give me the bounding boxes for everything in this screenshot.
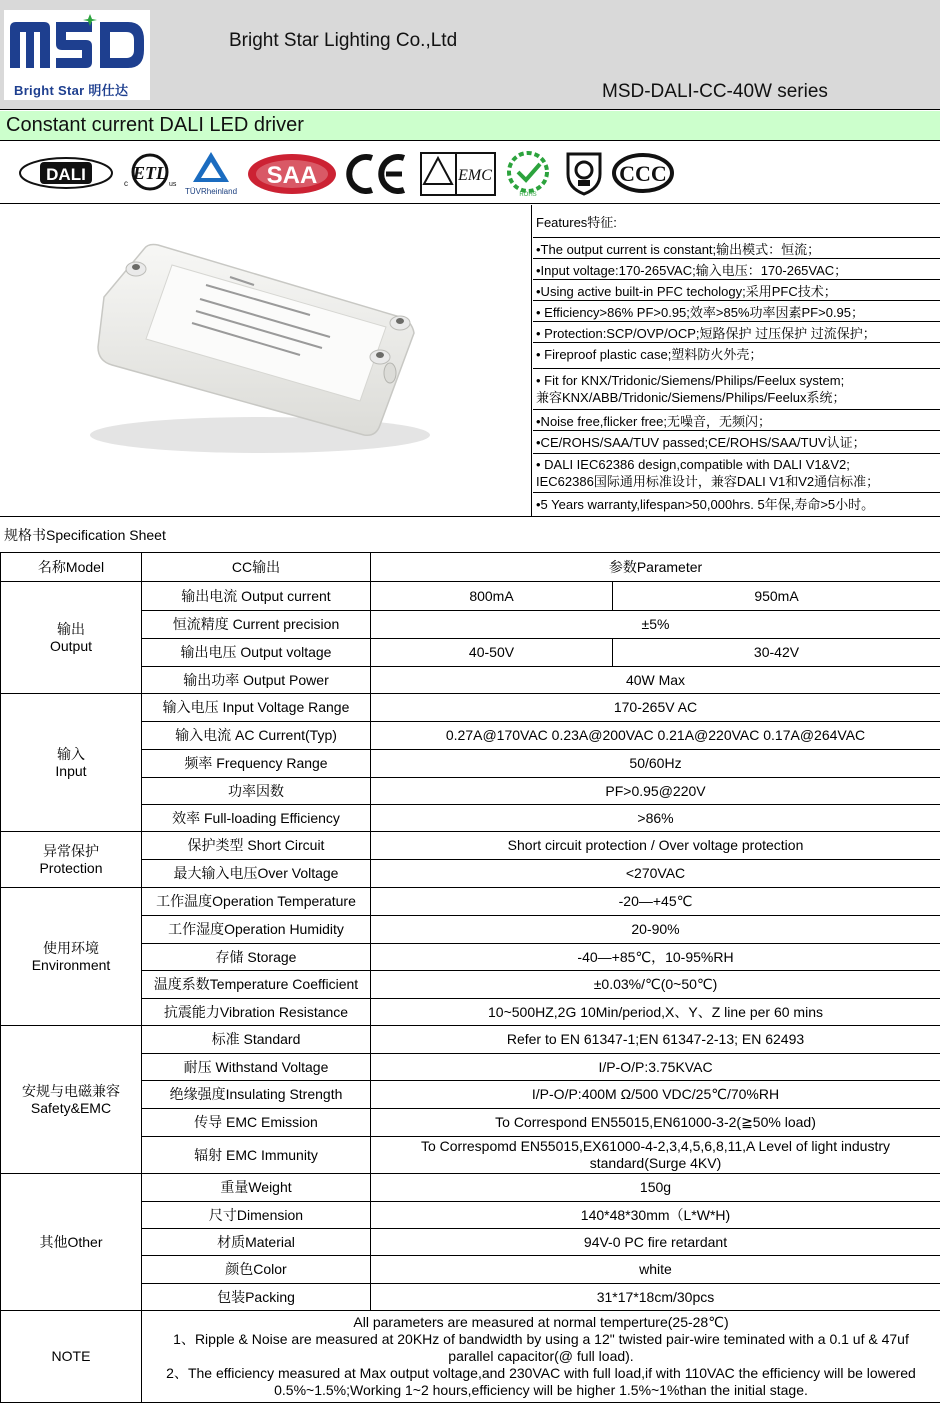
cell-value: To Correspond EN55015,EN61000-3-2(≧50% load) <box>371 1109 940 1137</box>
cell-value: >86% <box>371 805 940 832</box>
svg-text:CCC: CCC <box>619 161 667 186</box>
row-label: 温度系数Temperature Coefficient <box>142 971 371 999</box>
note-row <box>1 1311 940 1403</box>
note-line: parallel capacitor(@ full load). <box>448 1348 634 1364</box>
table-row <box>1 1256 940 1284</box>
table-row <box>1 1026 940 1054</box>
feature-item: • Protection:SCP/OVP/OCP;短路保护 过压保护 过流保护； <box>533 322 940 343</box>
tuv-rheinland-logo-icon <box>183 150 239 198</box>
cell-value: ±0.03%/℃(0~50℃) <box>371 971 940 999</box>
feature-item: •Input voltage:170-265VAC;输入电压：170-265VAC； <box>533 259 940 280</box>
group-other: 其他Other <box>1 1174 142 1311</box>
cell-value: 10~500HZ,2G 10Min/period,X、Y、Z line per 60 mins <box>371 999 940 1026</box>
row-label: 工作温度Operation Temperature <box>142 888 371 916</box>
row-label: 颜色Color <box>142 1256 371 1284</box>
group-label-en: Safety&EMC <box>30 1099 112 1116</box>
cell-value: 31*17*18cm/30pcs <box>371 1284 940 1311</box>
product-subtitle: Constant current DALI LED driver <box>6 114 304 136</box>
svg-text:us: us <box>169 181 177 188</box>
row-label: 传导 EMC Emission <box>142 1109 371 1137</box>
group-label-cn: 异常保护 <box>43 842 99 859</box>
cell-value: 94V-0 PC fire retardant <box>371 1229 940 1256</box>
spec-sheet-title: 规格书Specification Sheet <box>4 527 166 543</box>
feature-item: •5 Years warranty,lifespan>50,000hrs. 5年保,寿命>5小时。 <box>536 497 875 512</box>
table-row <box>1 639 940 667</box>
svg-text:ROHS: ROHS <box>519 192 537 198</box>
table-row <box>1 778 940 805</box>
table-row <box>1 722 940 750</box>
table-row <box>1 860 940 888</box>
feature-item: • Efficiency>86% PF>0.95;效率>85%功率因素PF>0.95； <box>533 301 940 322</box>
cell-value: PF>0.95@220V <box>371 778 940 805</box>
cell-value: 170-265V AC <box>371 694 940 722</box>
cell-value: white <box>371 1256 940 1284</box>
feature-item: •The output current is constant;输出模式：恒流； <box>533 238 940 259</box>
group-label-cn: 安规与电磁兼容 <box>22 1082 120 1099</box>
note-line: 0.5%~1.5%;Working 1~2 hours,efficiency will be higher 1.5%~1%than the initial stage. <box>274 1382 808 1398</box>
svg-text:SAA: SAA <box>266 162 318 189</box>
msd-logo-icon <box>4 10 150 76</box>
row-label: 存储 Storage <box>142 944 371 971</box>
svg-text:c: c <box>124 179 128 188</box>
subtitle-bar <box>0 111 940 141</box>
table-row <box>1 1109 940 1137</box>
spec-table <box>0 552 940 1403</box>
feature-item: • Fireproof plastic case;塑料防火外壳； <box>533 343 940 369</box>
group-protection <box>1 832 142 888</box>
row-label: 输出功率 Output Power <box>142 667 371 694</box>
cell-value: 0.27A@170VAC 0.23A@200VAC 0.21A@220VAC 0.17A@264VAC <box>371 722 940 750</box>
certification-row <box>0 142 940 204</box>
ce-mark-icon <box>346 152 408 196</box>
group-label-en: Environment <box>31 956 111 973</box>
row-label: 输入电压 Input Voltage Range <box>142 694 371 722</box>
ccc-logo-icon <box>612 152 674 194</box>
svg-text:ETL: ETL <box>133 163 167 183</box>
product-series: MSD-DALI-CC-40W series <box>602 81 828 102</box>
cell-value: 50/60Hz <box>371 750 940 778</box>
table-row <box>1 944 940 971</box>
table-header-row <box>1 553 940 582</box>
dali-logo-icon <box>18 156 114 190</box>
cell-value: Refer to EN 61347-1;EN 61347-2-13; EN 62493 <box>371 1026 940 1054</box>
cell-value: 20-90% <box>371 916 940 944</box>
group-label-en: Output <box>49 637 93 654</box>
row-label: 绝缘强度Insulating Strength <box>142 1081 371 1109</box>
cell-value: ±5% <box>371 611 940 639</box>
cell-value: 800mA <box>371 582 613 611</box>
row-label: 效率 Full-loading Efficiency <box>142 805 371 832</box>
cell-value: 40W Max <box>371 667 940 694</box>
header <box>0 0 940 110</box>
note-line: 2、The efficiency measured at Max output voltage,and 230VAC with full load,if with 110VAC the efficiency will be lowered <box>166 1365 916 1381</box>
cell-value: I/P-O/P:400M Ω/500 VDC/25℃/70%RH <box>371 1081 940 1109</box>
table-row <box>1 971 940 999</box>
saa-logo-icon <box>246 150 338 198</box>
table-row <box>1 611 940 639</box>
row-label: 功率因数 <box>142 778 371 805</box>
note-line: 1、Ripple & Noise are measured at 20KHz of bandwidth by using a 12" twisted pair-wire teminated with a 0.1 uf & 47uf <box>173 1331 909 1347</box>
note-label: NOTE <box>1 1311 142 1403</box>
note-line: All parameters are measured at normal temperture(25-28℃) <box>353 1314 729 1330</box>
cell-line: standard(Surge 4KV) <box>589 1155 722 1171</box>
logo-text: Bright Star 明仕达 <box>14 83 129 98</box>
table-row <box>1 694 940 722</box>
row-label: 标准 Standard <box>142 1026 371 1054</box>
feature-item <box>533 369 940 410</box>
row-label: 材质Material <box>142 1229 371 1256</box>
feature-item <box>533 454 940 493</box>
cell-value: Short circuit protection / Over voltage protection <box>371 832 940 860</box>
group-label-cn: 输出 <box>57 620 85 637</box>
emc-logo-icon <box>420 152 496 196</box>
row-label: 输入电流 AC Current(Typ) <box>142 722 371 750</box>
table-row <box>1 1174 940 1202</box>
row-label: 最大输入电压Over Voltage <box>142 860 371 888</box>
feature-line: • Fit for KNX/Tridonic/Siemens/Philips/Feelux system; <box>536 373 845 388</box>
row-label: 包装Packing <box>142 1284 371 1311</box>
svg-text:TÜVRheinland: TÜVRheinland <box>184 187 238 196</box>
feature-line: • DALI IEC62386 design,compatible with DALI V1&V2; <box>536 457 850 472</box>
group-label-cn: 输入 <box>57 745 85 762</box>
table-row <box>1 999 940 1026</box>
row-label: 频率 Frequency Range <box>142 750 371 778</box>
group-safety-emc <box>1 1026 142 1174</box>
cell-value: 150g <box>371 1174 940 1202</box>
table-row <box>1 832 940 860</box>
header-cc: CC输出 <box>142 553 371 582</box>
row-label: 辐射 EMC Immunity <box>142 1137 371 1174</box>
row-label: 输出电流 Output current <box>142 582 371 611</box>
table-row <box>1 1081 940 1109</box>
cb-logo-icon <box>564 148 604 198</box>
cell-value <box>371 1137 940 1174</box>
product-photo <box>0 205 532 516</box>
cell-value: <270VAC <box>371 860 940 888</box>
row-label: 耐压 Withstand Voltage <box>142 1054 371 1081</box>
group-environment <box>1 888 142 1026</box>
china-rohs-logo-icon <box>504 148 552 198</box>
table-row <box>1 805 940 832</box>
row-label: 输出电压 Output voltage <box>142 639 371 667</box>
table-row <box>1 888 940 916</box>
features-title: Features特征: <box>533 205 940 238</box>
cetlus-logo-icon <box>120 150 180 196</box>
features-section <box>0 205 940 517</box>
row-label: 保护类型 Short Circuit <box>142 832 371 860</box>
cell-value: -40—+85℃，10-95%RH <box>371 944 940 971</box>
table-row <box>1 1229 940 1256</box>
group-input <box>1 694 142 832</box>
header-model: 名称Model <box>1 553 142 582</box>
table-row <box>1 1284 940 1311</box>
svg-text:EMC: EMC <box>458 167 492 184</box>
note-text <box>142 1311 940 1403</box>
company-logo <box>4 10 150 100</box>
table-row <box>1 1137 940 1174</box>
row-label: 尺寸Dimension <box>142 1202 371 1229</box>
feature-item: •Noise free,flicker free;无噪音，无频闪； <box>533 410 940 431</box>
group-label-en: Protection <box>39 859 103 876</box>
group-output <box>1 582 142 694</box>
feature-line: 兼容KNX/ABB/Tridonic/Siemens/Philips/Feelux系统； <box>536 390 846 405</box>
cell-value: 140*48*30mm（L*W*H) <box>371 1202 940 1229</box>
led-driver-image-icon <box>0 205 532 516</box>
cell-value: 30-42V <box>613 639 940 667</box>
cell-line: To Correspomd EN55015,EX61000-4-2,3,4,5,6,8,11,A Level of light industry <box>420 1138 891 1154</box>
feature-line: IEC62386国际通用标准设计，兼容DALI V1和V2通信标准； <box>536 474 880 489</box>
row-label: 工作湿度Operation Humidity <box>142 916 371 944</box>
cell-value: -20—+45℃ <box>371 888 940 916</box>
company-name: Bright Star Lighting Co.,Ltd <box>229 30 458 51</box>
header-param: 参数Parameter <box>371 553 940 582</box>
table-row <box>1 667 940 694</box>
row-label: 重量Weight <box>142 1174 371 1202</box>
feature-item: •Using active built-in PFC techology;采用PFC技术； <box>533 280 940 301</box>
group-label-en: Input <box>55 762 87 779</box>
table-row <box>1 1054 940 1081</box>
group-label-cn: 使用环境 <box>43 939 99 956</box>
table-row <box>1 1202 940 1229</box>
cell-value: 950mA <box>613 582 940 611</box>
cell-value: I/P-O/P:3.75KVAC <box>371 1054 940 1081</box>
row-label: 恒流精度 Current precision <box>142 611 371 639</box>
row-label: 抗震能力Vibration Resistance <box>142 999 371 1026</box>
feature-item: •CE/ROHS/SAA/TUV passed;CE/ROHS/SAA/TUV认证； <box>533 431 940 454</box>
table-row <box>1 582 940 611</box>
table-row <box>1 916 940 944</box>
svg-text:DALI: DALI <box>46 165 86 184</box>
cell-value: 40-50V <box>371 639 613 667</box>
table-row <box>1 750 940 778</box>
